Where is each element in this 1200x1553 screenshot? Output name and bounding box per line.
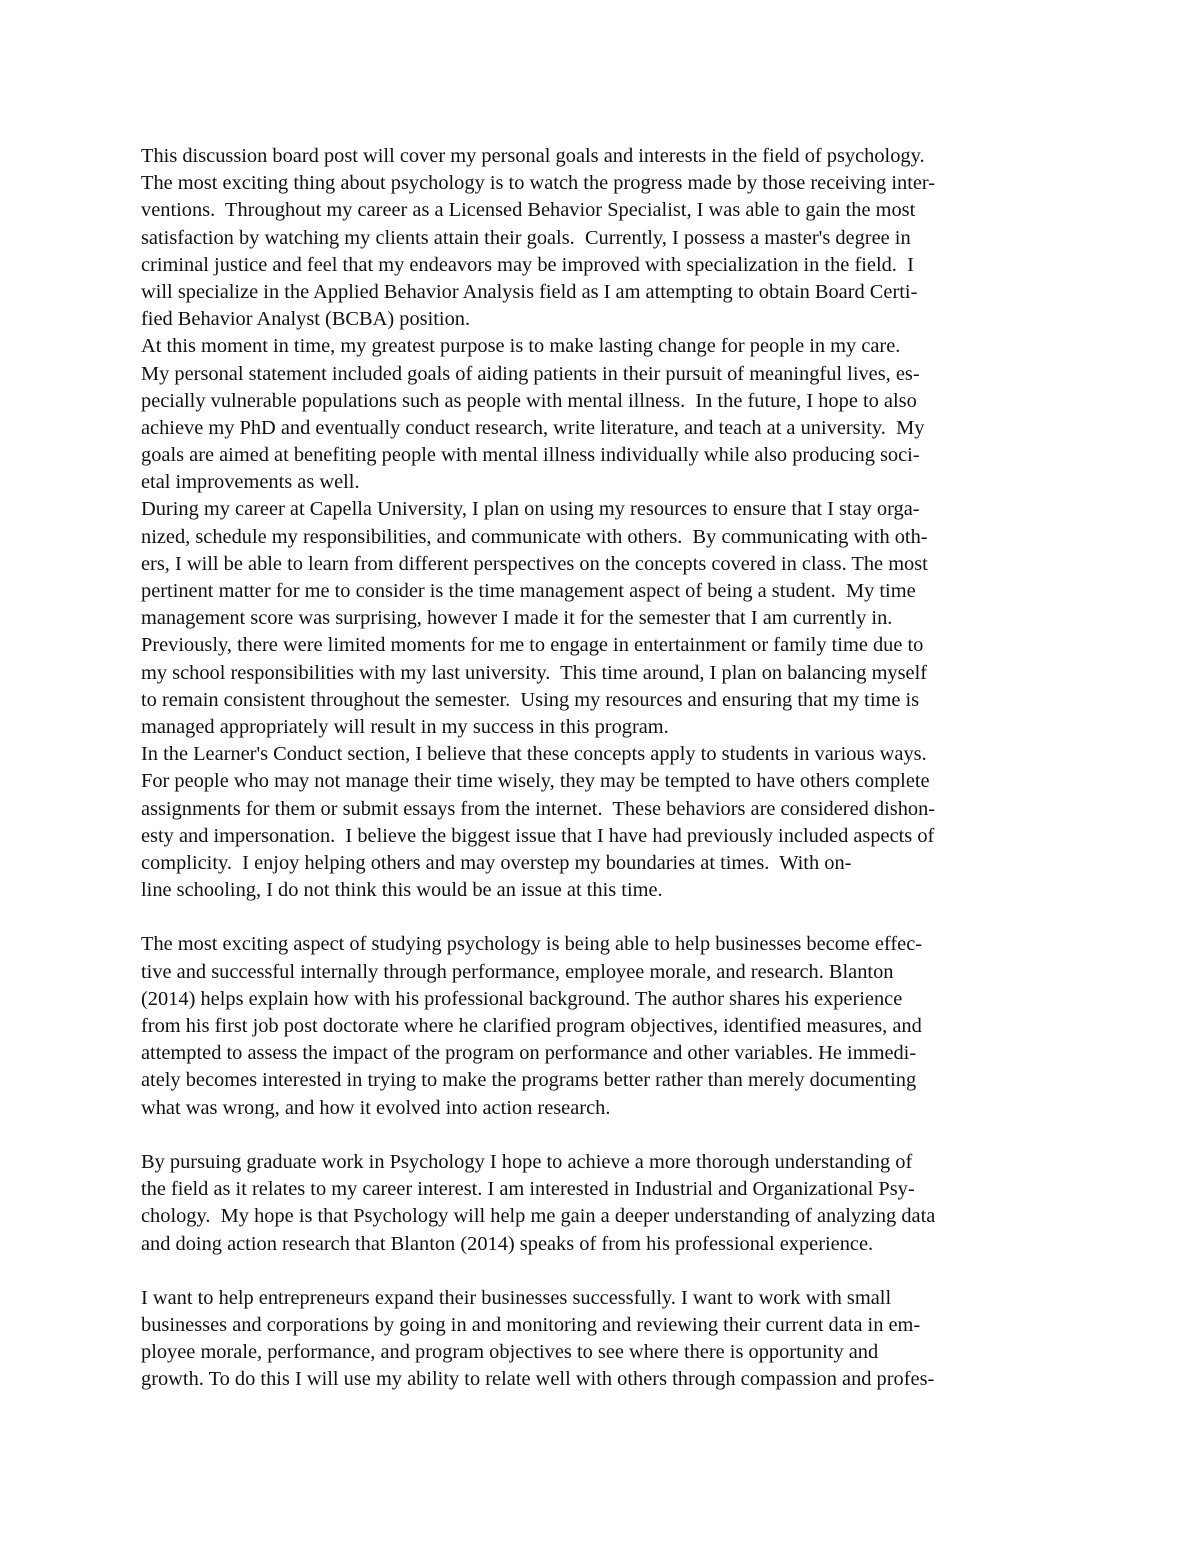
paragraph [141,741,1066,904]
paragraph [141,496,1066,741]
text-line: During my career at Capella University, I plan on using my resources to ensure that I stay orga- [141,498,920,521]
text-line: ately becomes interested in trying to make the programs better rather than merely documenting [141,1069,917,1092]
paragraph [141,333,1066,496]
text-line: and doing action research that Blanton (2014) speaks of from his professional experience. [141,1232,874,1255]
document-page [141,143,1066,1394]
text-line: tive and successful internally through performance, employee morale, and research. Blanton [141,960,894,983]
text-line: The most exciting aspect of studying psychology is being able to help businesses become effec- [141,933,923,956]
text-line: from his first job post doctorate where he clarified program objectives, identified measures, and [141,1015,922,1037]
text-line: Previously, there were limited moments for me to engage in entertainment or family time due to [141,634,924,657]
text-line: (2014) helps explain how with his professional background. The author shares his experience [141,987,903,1010]
text-line: achieve my PhD and eventually conduct research, write literature, and teach at a university. My [141,416,925,439]
paragraph [141,931,1066,1121]
text-line: This discussion board post will cover my personal goals and interests in the field of psychology. [141,145,925,167]
text-line: The most exciting thing about psychology is to watch the progress made by those receiving inter- [141,172,936,195]
paragraph [141,1149,1066,1258]
text-line: goals are aimed at benefiting people with mental illness individually while also producing soci- [141,444,920,467]
text-line: growth. To do this I will use my ability to relate well with others through compassion and profes- [141,1368,935,1391]
text-line: managed appropriately will result in my success in this program. [141,715,669,738]
text-line: management score was surprising, however I made it for the semester that I am currently in. [141,607,893,630]
text-line: complicity. I enjoy helping others and may overstep my boundaries at times. With on- [141,851,852,874]
text-line: will specialize in the Applied Behavior Analysis field as I am attempting to obtain Board Certi- [141,280,918,303]
text-line: satisfaction by watching my clients attain their goals. Currently, I possess a master's degree in [141,226,911,249]
paragraph [141,143,1066,333]
text-line: By pursuing graduate work in Psychology I hope to achieve a more thorough understanding of [141,1150,913,1173]
text-line: my school responsibilities with my last university. This time around, I plan on balancing myself [141,661,928,684]
paragraph-gap [141,904,1066,931]
paragraph-gap [141,1122,1066,1149]
text-line: ers, I will be able to learn from different perspectives on the concepts covered in class. The most [141,552,928,575]
text-line: attempted to assess the impact of the program on performance and other variables. He immedi- [141,1042,917,1065]
text-line: businesses and corporations by going in and monitoring and reviewing their current data in em- [141,1314,921,1337]
text-line: At this moment in time, my greatest purpose is to make lasting change for people in my care. [141,335,901,358]
text-line: ployee morale, performance, and program objectives to see where there is opportunity and [141,1341,879,1364]
text-line: line schooling, I do not think this would be an issue at this time. [141,879,663,902]
text-line: I want to help entrepreneurs expand their businesses successfully. I want to work with small [141,1286,892,1309]
paragraph-gap [141,1258,1066,1285]
text-line: ventions. Throughout my career as a Licensed Behavior Specialist, I was able to gain the most [141,199,916,222]
text-line: pecially vulnerable populations such as people with mental illness. In the future, I hope to also [141,389,917,412]
text-line: nized, schedule my responsibilities, and communicate with others. By communicating with oth- [141,525,928,548]
text-line: what was wrong, and how it evolved into action research. [141,1096,611,1119]
text-line: the field as it relates to my career interest. I am interested in Industrial and Organizational Psy- [141,1178,915,1201]
text-line: assignments for them or submit essays from the internet. These behaviors are considered dishon- [141,797,936,820]
text-line: My personal statement included goals of aiding patients in their pursuit of meaningful lives, es- [141,362,920,385]
paragraph [141,1285,1066,1394]
text-line: criminal justice and feel that my endeavors may be improved with specialization in the field. I [141,253,914,276]
text-line: esty and impersonation. I believe the biggest issue that I have had previously included aspects of [141,824,935,847]
text-line: For people who may not manage their time wisely, they may be tempted to have others complete [141,770,930,793]
text-line: pertinent matter for me to consider is the time management aspect of being a student. My time [141,580,916,602]
text-line: fied Behavior Analyst (BCBA) position. [141,308,471,331]
text-line: In the Learner's Conduct section, I believe that these concepts apply to students in various ways. [141,743,927,766]
text-line: to remain consistent throughout the semester. Using my resources and ensuring that my time is [141,688,920,711]
text-line: etal improvements as well. [141,471,360,494]
text-line: chology. My hope is that Psychology will help me gain a deeper understanding of analyzing data [141,1205,936,1228]
